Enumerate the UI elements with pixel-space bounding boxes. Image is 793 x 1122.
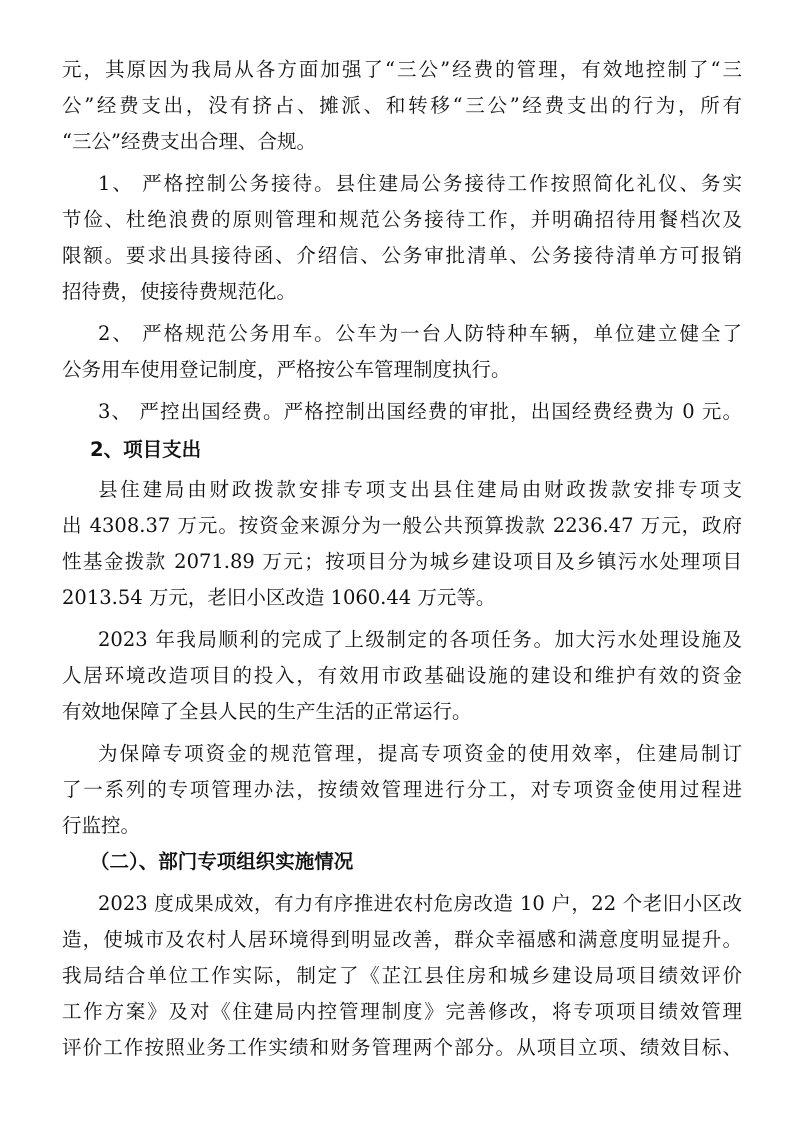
paragraph-line: 造，使城市及农村人居环境得到明显改善，群众幸福感和满意度明显提升。 [62,928,742,951]
paragraph-line: 人居环境改造项目的投入，有效用市政基础设施的建设和维护有效的资金 [62,664,742,687]
paragraph-line: 节俭、杜绝浪费的原则管理和规范公务接待工作，并明确招待用餐档次及 [62,208,742,231]
paragraph-line: 有效地保障了全县人民的生产生活的正常运行。 [62,700,472,723]
paragraph-line: 2023 度成果成效，有力有序推进农村危房改造 10 户，22 个老旧小区改 [98,892,742,915]
paragraph-line: 我局结合单位工作实际，制定了《芷江县住房和城乡建设局项目绩效评价 [62,964,742,987]
paragraph-line: 评价工作按照业务工作实绩和财务管理两个部分。从项目立项、绩效目标、 [62,1036,742,1059]
section-heading: 2、项目支出 [90,438,202,461]
paragraph-line: 限额。要求出具接待函、介绍信、公务审批清单、公务接待清单方可报销 [62,244,742,267]
paragraph-line: 1、 严格控制公务接待。县住建局公务接待工作按照简化礼仪、务实 [98,172,742,195]
section-heading: （二）、部门专项组织实施情况 [90,850,354,873]
paragraph-line: 县住建局由财政拨款安排专项支出县住建局由财政拨款安排专项支 [98,478,742,501]
paragraph-line: 行监控。 [62,814,141,837]
paragraph-line: 了一系列的专项管理办法，按绩效管理进行分工，对专项资金使用过程进 [62,778,742,801]
paragraph-line: 工作方案》及对《住建局内控管理制度》完善修改，将专项项目绩效管理 [62,1000,742,1023]
paragraph-line: 公”经费支出，没有挤占、摊派、和转移“三公”经费支出的行为，所有 [62,94,742,117]
paragraph-line: 出 4308.37 万元。按资金来源分为一般公共预算拨款 2236.47 万元，政府 [62,514,742,537]
paragraph-line: 2013.54 万元，老旧小区改造 1060.44 万元等。 [62,586,496,609]
paragraph-line: “三公”经费支出合理、合规。 [62,130,316,153]
paragraph-line: 公务用车使用登记制度，严格按公车管理制度执行。 [62,358,511,381]
paragraph-line: 2、 严格规范公务用车。公车为一台人防特种车辆，单位建立健全了 [98,322,742,345]
paragraph-line: 3、 严控出国经费。严格控制出国经费的审批，出国经费经费为 0 元。 [98,400,742,423]
paragraph-line: 性基金拨款 2071.89 万元；按项目分为城乡建设项目及乡镇污水处理项目 [62,550,742,573]
paragraph-line: 2023 年我局顺利的完成了上级制定的各项任务。加大污水处理设施及 [98,628,742,651]
paragraph-line: 为保障专项资金的规范管理，提高专项资金的使用效率，住建局制订 [98,742,742,765]
paragraph-line: 招待费，使接待费规范化。 [62,280,297,303]
paragraph-line: 元，其原因为我局从各方面加强了“三公”经费的管理，有效地控制了“三 [62,58,742,81]
